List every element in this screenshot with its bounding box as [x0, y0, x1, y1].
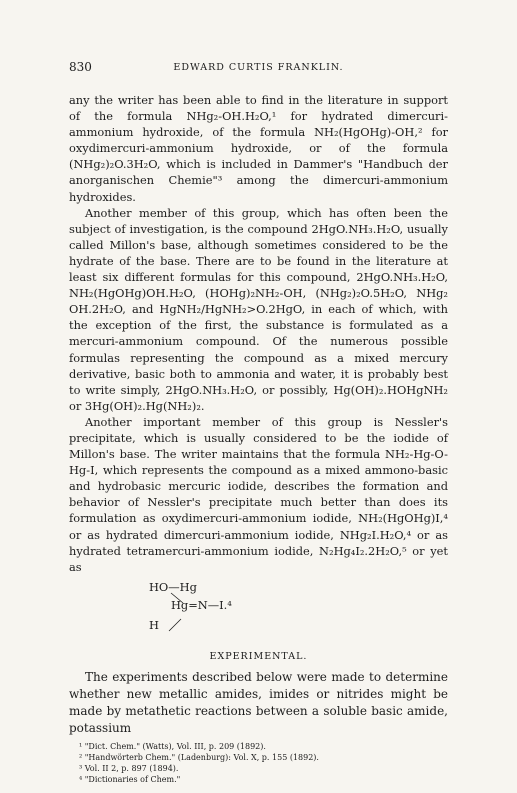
structural-formula	[149, 579, 448, 639]
footnote-4: ⁴ "Dictionaries of Chem."	[79, 774, 181, 784]
paragraph-1: any the writer has been able to find in the literature in support of the formula NHg₂-OH.H₂O,¹ for hydrated dimercuri-ammonium hydroxide, of the formula NH₂(HgOHg)-OH,² for oxydimercuri-ammonium hydroxide, or of the formula (NHg₂)₂O.3H₂O, which is included in Dammer's "Handbuch der anorganischen Chemie"³ among the dimercuri-ammonium hydroxides.	[69, 93, 448, 204]
section-heading: EXPERIMENTAL.	[209, 650, 308, 662]
page-number: 830	[69, 60, 92, 74]
formula-line-2: Hg=N—I.⁴	[171, 597, 232, 612]
page-header	[69, 60, 448, 78]
formula-line-1: HO—Hg	[149, 579, 197, 594]
page-body	[69, 92, 448, 785]
footnote-1: ¹ "Dict. Chem." (Watts), Vol. III, p. 209 (1892).	[79, 741, 266, 751]
paragraph-3: Another important member of this group is Nessler's precipitate, which is usually considered to be the iodide of Millon's base. The writer maintains that the formula NH₂-Hg-O-Hg-I, which represents the compound as a mixed ammono-basic and hydrobasic mercuric iodide, describes the formation and behavior of Nessler's precipitate much better than does its formulation as oxydimercuri-ammonium iodide, NH₂(HgOHg)I,⁴ or as hydrated dimercuri-ammonium iodide, NHg₂I.H₂O,⁴ or as hydrated tetramercuri-ammonium iodide, N₂Hg₄I₂.2H₂O,⁵ or yet as	[69, 414, 448, 574]
experimental-paragraph: The experiments described below were made to determine whether new metallic amides, imides or nitrides might be made by metathetic reactions between a soluble basic amide, potassium	[69, 669, 448, 735]
footnotes	[69, 741, 448, 785]
footnote-2: ² "Handwörterb Chem." (Ladenburg): Vol. X, p. 155 (1892).	[79, 752, 319, 762]
running-title: EDWARD CURTIS FRANKLIN.	[173, 62, 344, 73]
paragraph-2: Another member of this group, which has often been the subject of investigation, is the compound 2HgO.NH₃.H₂O, usually called Millon's base, although sometimes considered to be the hydrate of the base. There are to be found in the literature at least six different formulas for this compound, 2HgO.NH₃.H₂O, NH₂(HgOHg)OH.H₂O, (HOHg)₂NH₂-OH, (NHg₂)₂O.5H₂O, NHg₂ OH.2H₂O, and HgNH₂/HgNH₂>O.2HgO, in each of which, with the exception of the first, the substance is formulated as a mercuri-ammonium compound. Of the numerous possible formulas representing the compound as a mixed mercury derivative, basic both to ammonia and water, it is probably best to write simply, 2HgO.NH₃.H₂O, or possibly, Hg(OH)₂.HOHgNH₂ or 3Hg(OH)₂.Hg(NH₂)₂.	[69, 205, 448, 413]
formula-line-3: H	[149, 617, 159, 632]
footnote-3: ³ Vol. II 2, p. 897 (1894).	[79, 763, 179, 773]
